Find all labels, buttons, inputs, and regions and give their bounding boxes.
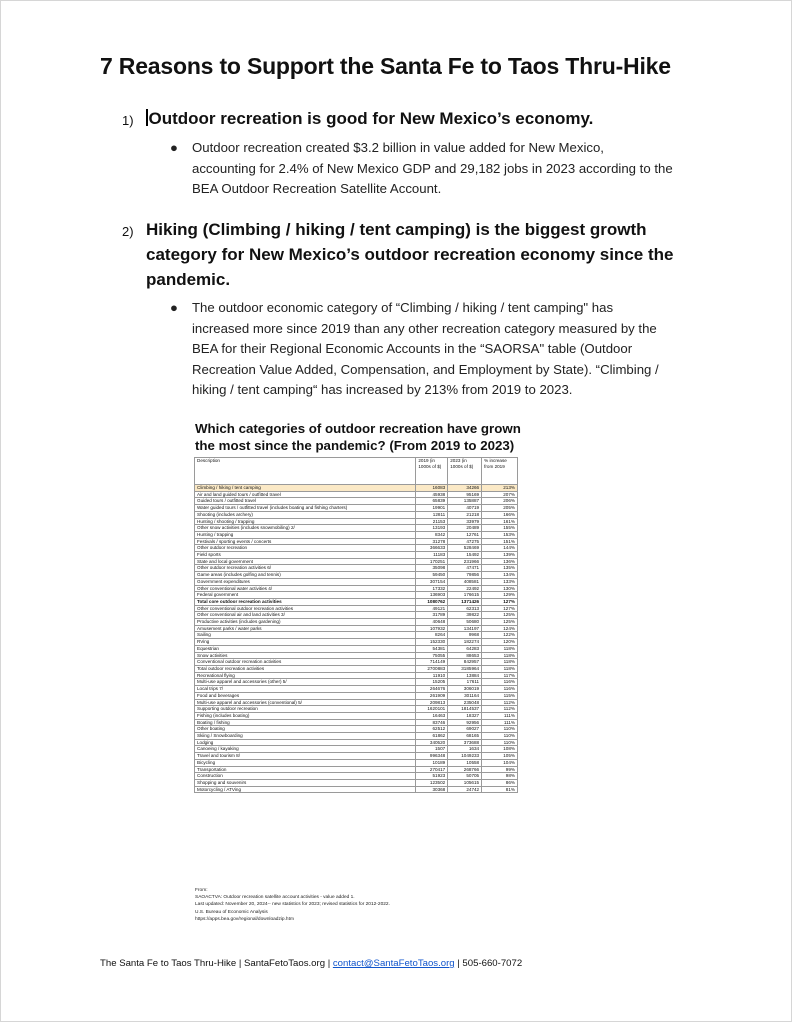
row-percent-increase: 125% xyxy=(482,612,518,619)
row-value-2023: 3185964 xyxy=(448,665,482,672)
row-description: Equestrian xyxy=(195,645,416,652)
row-percent-increase: 134% xyxy=(482,572,518,579)
row-value-2019: 136903 xyxy=(416,592,448,599)
row-value-2019: 10189 xyxy=(416,759,448,766)
row-value-2023: 12761 xyxy=(448,531,482,538)
row-value-2023: 301164 xyxy=(448,692,482,699)
row-value-2019: 1620101 xyxy=(416,706,448,713)
row-value-2023: 88653 xyxy=(448,652,482,659)
row-value-2019: 1080762 xyxy=(416,598,448,605)
row-value-2019: 307154 xyxy=(416,578,448,585)
row-value-2019: 2700883 xyxy=(416,665,448,672)
row-percent-increase: 115% xyxy=(482,692,518,699)
row-value-2023: 306019 xyxy=(448,686,482,693)
row-description: Snow activities xyxy=(195,652,416,659)
table-header-row xyxy=(195,458,518,485)
table-row xyxy=(195,773,518,780)
table-row xyxy=(195,545,518,552)
table-row xyxy=(195,632,518,639)
bullet-line: Recreation Value Added, Compensation, and Employment by State). “Climbing / xyxy=(192,361,659,377)
row-value-2019: 123502 xyxy=(416,779,448,786)
row-description: Supporting outdoor recreation xyxy=(195,706,416,713)
row-value-2019: 8264 xyxy=(416,632,448,639)
row-value-2019: 152330 xyxy=(416,639,448,646)
row-description: Food and beverages xyxy=(195,692,416,699)
row-value-2019: 83746 xyxy=(416,719,448,726)
row-value-2019: 1507 xyxy=(416,746,448,753)
section-1-heading: Outdoor recreation is good for New Mexico’s economy. xyxy=(146,106,593,131)
figure-title: Which categories of outdoor recreation have grown the most since the pandemic? (From 2019 to 2023) xyxy=(195,421,521,453)
row-value-2023: 64283 xyxy=(448,645,482,652)
row-percent-increase: 206% xyxy=(482,498,518,505)
row-value-2023: 69027 xyxy=(448,726,482,733)
table-row xyxy=(195,686,518,693)
row-percent-increase: 108% xyxy=(482,746,518,753)
table-row xyxy=(195,759,518,766)
table-row xyxy=(195,518,518,525)
row-percent-increase: 213% xyxy=(482,485,518,492)
row-percent-increase: 118% xyxy=(482,652,518,659)
row-description: Conventional outdoor recreation activities xyxy=(195,659,416,666)
row-description: Total outdoor recreation activities xyxy=(195,665,416,672)
row-value-2023: 134197 xyxy=(448,625,482,632)
row-value-2019: 11910 xyxy=(416,672,448,679)
table-row xyxy=(195,659,518,666)
table-row xyxy=(195,786,518,793)
row-percent-increase: 130% xyxy=(482,585,518,592)
bullet-line: Outdoor recreation created $3.2 billion in value added for New Mexico, xyxy=(192,140,604,155)
table-row xyxy=(195,525,518,532)
row-value-2023: 1371426 xyxy=(448,598,482,605)
row-description: Motorcycling / ATVing xyxy=(195,786,416,793)
row-percent-increase: 122% xyxy=(482,632,518,639)
footer-text: The Santa Fe to Taos Thru-Hike | SantaFetoTaos.org | xyxy=(100,958,333,969)
row-value-2023: 20489 xyxy=(448,525,482,532)
row-value-2019: 16463 xyxy=(416,712,448,719)
row-percent-increase: 104% xyxy=(482,759,518,766)
row-description: Guided tours / outfitted travel xyxy=(195,498,416,505)
row-description: Productive activities (includes gardening) xyxy=(195,619,416,626)
row-value-2019: 13193 xyxy=(416,525,448,532)
source-line: U.S. Bureau of Economic Analysis xyxy=(195,909,268,915)
table-row xyxy=(195,739,518,746)
row-percent-increase: 205% xyxy=(482,505,518,512)
row-value-2023: 21218 xyxy=(448,511,482,518)
row-value-2019: 62512 xyxy=(416,726,448,733)
row-value-2023: 373688 xyxy=(448,739,482,746)
row-percent-increase: 112% xyxy=(482,706,518,713)
row-percent-increase: 116% xyxy=(482,686,518,693)
row-value-2023: 34266 xyxy=(448,485,482,492)
row-value-2019: 8342 xyxy=(416,531,448,538)
row-description: Lodging xyxy=(195,739,416,746)
table-row xyxy=(195,572,518,579)
row-description: Other conventional outdoor recreation activities xyxy=(195,605,416,612)
row-value-2019: 45938 xyxy=(416,491,448,498)
table-row xyxy=(195,552,518,559)
table-row xyxy=(195,558,518,565)
row-percent-increase: 161% xyxy=(482,518,518,525)
footer-phone: | 505-660-7072 xyxy=(454,958,523,969)
table-row xyxy=(195,733,518,740)
page-title: 7 Reasons to Support the Santa Fe to Taos Thru-Hike xyxy=(100,53,671,79)
row-value-2023: 62313 xyxy=(448,605,482,612)
row-percent-increase: 144% xyxy=(482,545,518,552)
row-description: Climbing / hiking / tent camping xyxy=(195,485,416,492)
row-value-2019: 21153 xyxy=(416,518,448,525)
table-row xyxy=(195,753,518,760)
row-value-2023: 47471 xyxy=(448,565,482,572)
table-row xyxy=(195,746,518,753)
row-percent-increase: 125% xyxy=(482,619,518,626)
row-value-2023: 40719 xyxy=(448,505,482,512)
row-percent-increase: 111% xyxy=(482,712,518,719)
table-row xyxy=(195,699,518,706)
row-percent-increase: 98% xyxy=(482,773,518,780)
table-row xyxy=(195,538,518,545)
bullet-line: accounting for 2.4% of New Mexico GDP and 29,182 jobs in 2023 according to the xyxy=(192,160,673,176)
growth-table xyxy=(194,457,518,793)
row-description: Travel and tourism 8/ xyxy=(195,753,416,760)
row-value-2023: 22492 xyxy=(448,585,482,592)
row-percent-increase: 166% xyxy=(482,511,518,518)
row-value-2019: 54381 xyxy=(416,645,448,652)
footer xyxy=(100,958,522,969)
table-row xyxy=(195,578,518,585)
bullet-line: BEA Outdoor Recreation Satellite Account. xyxy=(192,181,442,196)
figure-source xyxy=(195,887,390,923)
table-row xyxy=(195,679,518,686)
row-value-2019: 16083 xyxy=(416,485,448,492)
row-value-2019: 170251 xyxy=(416,558,448,565)
row-percent-increase: 110% xyxy=(482,739,518,746)
row-description: Government expenditures xyxy=(195,578,416,585)
section-2-bullet xyxy=(170,298,659,401)
source-line: https://apps.bea.gov/regional/downloadzip.htm xyxy=(195,916,294,922)
table-row xyxy=(195,652,518,659)
row-value-2019: 49121 xyxy=(416,605,448,612)
row-description: Local trips 7/ xyxy=(195,686,416,693)
table-row xyxy=(195,619,518,626)
table-row xyxy=(195,612,518,619)
row-description: Recreational flying xyxy=(195,672,416,679)
row-value-2019: 61862 xyxy=(416,733,448,740)
row-description: Other boating xyxy=(195,726,416,733)
row-value-2023: 79856 xyxy=(448,572,482,579)
row-value-2023: 39822 xyxy=(448,612,482,619)
row-value-2019: 17332 xyxy=(416,585,448,592)
row-description: Other conventional water activities 4/ xyxy=(195,585,416,592)
bullet-dot: ● xyxy=(170,140,178,155)
footer-email-link[interactable]: contact@SantaFetoTaos.org xyxy=(332,958,455,969)
row-percent-increase: 117% xyxy=(482,672,518,679)
header-increase: % increase from 2019 xyxy=(482,458,518,485)
row-value-2023: 528469 xyxy=(448,545,482,552)
table-row xyxy=(195,505,518,512)
table-row xyxy=(195,645,518,652)
table-row xyxy=(195,491,518,498)
row-value-2019: 31789 xyxy=(416,612,448,619)
bullet-line: increased more since 2019 than any other recreation category measured by the xyxy=(192,320,657,336)
row-percent-increase: 155% xyxy=(482,525,518,532)
row-value-2023: 17611 xyxy=(448,679,482,686)
row-percent-increase: 110% xyxy=(482,733,518,740)
source-line: Last updated: November 20, 2024-- new statistics for 2023; revised statistics for 2012-2022. xyxy=(195,902,390,908)
row-description: Transportation xyxy=(195,766,416,773)
table-row xyxy=(195,692,518,699)
row-percent-increase: 120% xyxy=(482,639,518,646)
table-row xyxy=(195,598,518,605)
row-value-2023: 92956 xyxy=(448,719,482,726)
row-value-2023: 33979 xyxy=(448,518,482,525)
row-value-2023: 268766 xyxy=(448,766,482,773)
row-value-2023: 135887 xyxy=(448,498,482,505)
row-description: Hunting / shooting / trapping xyxy=(195,518,416,525)
row-value-2023: 842957 xyxy=(448,659,482,666)
row-percent-increase: 127% xyxy=(482,605,518,612)
row-description: State and local government xyxy=(195,558,416,565)
row-percent-increase: 139% xyxy=(482,552,518,559)
row-description: Multi-use apparel and accessories (other) 5/ xyxy=(195,679,416,686)
row-description: Fishing (includes boating) xyxy=(195,712,416,719)
row-value-2019: 12811 xyxy=(416,511,448,518)
section-2-number: 2) xyxy=(122,224,134,239)
row-description: Total core outdoor recreation activities xyxy=(195,598,416,605)
header-description: Description xyxy=(195,458,416,485)
table-row xyxy=(195,672,518,679)
row-percent-increase: 118% xyxy=(482,659,518,666)
section-1-bullet xyxy=(170,138,673,200)
header-2023: 2023 (in 1000s of $) xyxy=(448,458,482,485)
table-row xyxy=(195,485,518,492)
row-percent-increase: 81% xyxy=(482,786,518,793)
row-value-2019: 714149 xyxy=(416,659,448,666)
text-cursor xyxy=(146,109,148,126)
row-value-2019: 75055 xyxy=(416,652,448,659)
table-row xyxy=(195,779,518,786)
row-value-2023: 1634 xyxy=(448,746,482,753)
row-description: Air and land guided tours / outfitted travel xyxy=(195,491,416,498)
row-value-2019: 11183 xyxy=(416,552,448,559)
table-row xyxy=(195,592,518,599)
row-value-2019: 996348 xyxy=(416,753,448,760)
row-percent-increase: 110% xyxy=(482,726,518,733)
row-value-2019: 59450 xyxy=(416,572,448,579)
row-value-2023: 68165 xyxy=(448,733,482,740)
row-percent-increase: 112% xyxy=(482,699,518,706)
row-value-2023: 176615 xyxy=(448,592,482,599)
row-percent-increase: 116% xyxy=(482,679,518,686)
source-line: From: xyxy=(195,888,208,893)
row-percent-increase: 124% xyxy=(482,625,518,632)
row-percent-increase: 118% xyxy=(482,665,518,672)
bullet-line: BEA for their Regional Economic Accounts in the “SAORSA" table (Outdoor xyxy=(192,341,633,356)
growth-table-figure xyxy=(190,415,520,931)
table-row xyxy=(195,531,518,538)
row-value-2023: 15492 xyxy=(448,552,482,559)
row-value-2019: 30368 xyxy=(416,786,448,793)
table-row xyxy=(195,625,518,632)
bullet-dot: ● xyxy=(170,300,178,315)
row-description: Field sports xyxy=(195,552,416,559)
table-row xyxy=(195,719,518,726)
row-description: Amusement parks / water parks xyxy=(195,625,416,632)
row-description: Canoeing / kayaking xyxy=(195,746,416,753)
row-percent-increase: 151% xyxy=(482,538,518,545)
row-percent-increase: 99% xyxy=(482,766,518,773)
row-description: Other outdoor recreation activities 6/ xyxy=(195,565,416,572)
row-value-2023: 95169 xyxy=(448,491,482,498)
row-description: Other conventional air and land activities 3/ xyxy=(195,612,416,619)
bullet-line: hiking / tent camping“ has increased by 213% from 2019 to 2023. xyxy=(192,382,573,397)
row-value-2019: 340520 xyxy=(416,739,448,746)
row-value-2019: 264676 xyxy=(416,686,448,693)
table-row xyxy=(195,605,518,612)
row-value-2019: 366633 xyxy=(416,545,448,552)
row-value-2023: 1814537 xyxy=(448,706,482,713)
row-percent-increase: 153% xyxy=(482,531,518,538)
table-row xyxy=(195,565,518,572)
row-value-2023: 408581 xyxy=(448,578,482,585)
row-percent-increase: 105% xyxy=(482,753,518,760)
table-row xyxy=(195,665,518,672)
row-value-2023: 235048 xyxy=(448,699,482,706)
row-value-2023: 50680 xyxy=(448,619,482,626)
row-description: Federal government xyxy=(195,592,416,599)
row-description: Multi-use apparel and accessories (conventional) 5/ xyxy=(195,699,416,706)
row-description: Other outdoor recreation xyxy=(195,545,416,552)
source-line: SAOACTVA: Outdoor recreation satellite account activities - value added 1. xyxy=(195,895,355,901)
section-2-heading: Hiking (Climbing / hiking / tent camping) is the biggest growth category for New Mexico’s outdoor recreation economy since the pandemic. xyxy=(146,220,674,289)
row-value-2019: 15205 xyxy=(416,679,448,686)
row-value-2023: 18327 xyxy=(448,712,482,719)
row-description: Skiing / Snowboarding xyxy=(195,733,416,740)
header-2019: 2019 (in 1000s of $) xyxy=(416,458,448,485)
row-percent-increase: 118% xyxy=(482,645,518,652)
section-1-number: 1) xyxy=(122,113,134,128)
row-percent-increase: 127% xyxy=(482,598,518,605)
row-description: Other snow activities (includes snowmobiling) 2/ xyxy=(195,525,416,532)
row-description: Sailing xyxy=(195,632,416,639)
row-description: Shopping and souvenirs xyxy=(195,779,416,786)
row-percent-increase: 86% xyxy=(482,779,518,786)
row-value-2023: 182274 xyxy=(448,639,482,646)
table-row xyxy=(195,726,518,733)
row-description: Festivals / sporting events / concerts xyxy=(195,538,416,545)
row-description: Water guided tours / outfitted travel (includes boating and fishing charters) xyxy=(195,505,416,512)
row-value-2019: 51923 xyxy=(416,773,448,780)
row-description: Shooting (includes archery) xyxy=(195,511,416,518)
row-value-2023: 231966 xyxy=(448,558,482,565)
row-value-2023: 9968 xyxy=(448,632,482,639)
row-percent-increase: 207% xyxy=(482,491,518,498)
row-value-2023: 50705 xyxy=(448,773,482,780)
row-value-2019: 31278 xyxy=(416,538,448,545)
row-value-2023: 24742 xyxy=(448,786,482,793)
table-row xyxy=(195,706,518,713)
table-row xyxy=(195,511,518,518)
row-description: RVing xyxy=(195,639,416,646)
row-description: Boating / fishing xyxy=(195,719,416,726)
table-row xyxy=(195,766,518,773)
table-body xyxy=(195,485,518,793)
row-value-2023: 105615 xyxy=(448,779,482,786)
row-value-2019: 261909 xyxy=(416,692,448,699)
row-percent-increase: 136% xyxy=(482,558,518,565)
row-value-2019: 19901 xyxy=(416,505,448,512)
row-value-2019: 107932 xyxy=(416,625,448,632)
row-value-2019: 209813 xyxy=(416,699,448,706)
row-description: Game areas (includes golfing and tennis) xyxy=(195,572,416,579)
row-percent-increase: 133% xyxy=(482,578,518,585)
row-percent-increase: 129% xyxy=(482,592,518,599)
row-description: Hunting / trapping xyxy=(195,531,416,538)
table-row xyxy=(195,585,518,592)
row-value-2023: 10558 xyxy=(448,759,482,766)
row-value-2023: 47275 xyxy=(448,538,482,545)
row-percent-increase: 135% xyxy=(482,565,518,572)
row-value-2019: 270417 xyxy=(416,766,448,773)
table-row xyxy=(195,712,518,719)
row-value-2019: 65839 xyxy=(416,498,448,505)
row-value-2023: 1049233 xyxy=(448,753,482,760)
row-value-2023: 13884 xyxy=(448,672,482,679)
row-description: Bicycling xyxy=(195,759,416,766)
row-value-2019: 35098 xyxy=(416,565,448,572)
table-row xyxy=(195,639,518,646)
row-percent-increase: 111% xyxy=(482,719,518,726)
row-value-2019: 40648 xyxy=(416,619,448,626)
row-description: Construction xyxy=(195,773,416,780)
bullet-line: The outdoor economic category of “Climbing / hiking / tent camping" has xyxy=(192,300,614,315)
table-row xyxy=(195,498,518,505)
